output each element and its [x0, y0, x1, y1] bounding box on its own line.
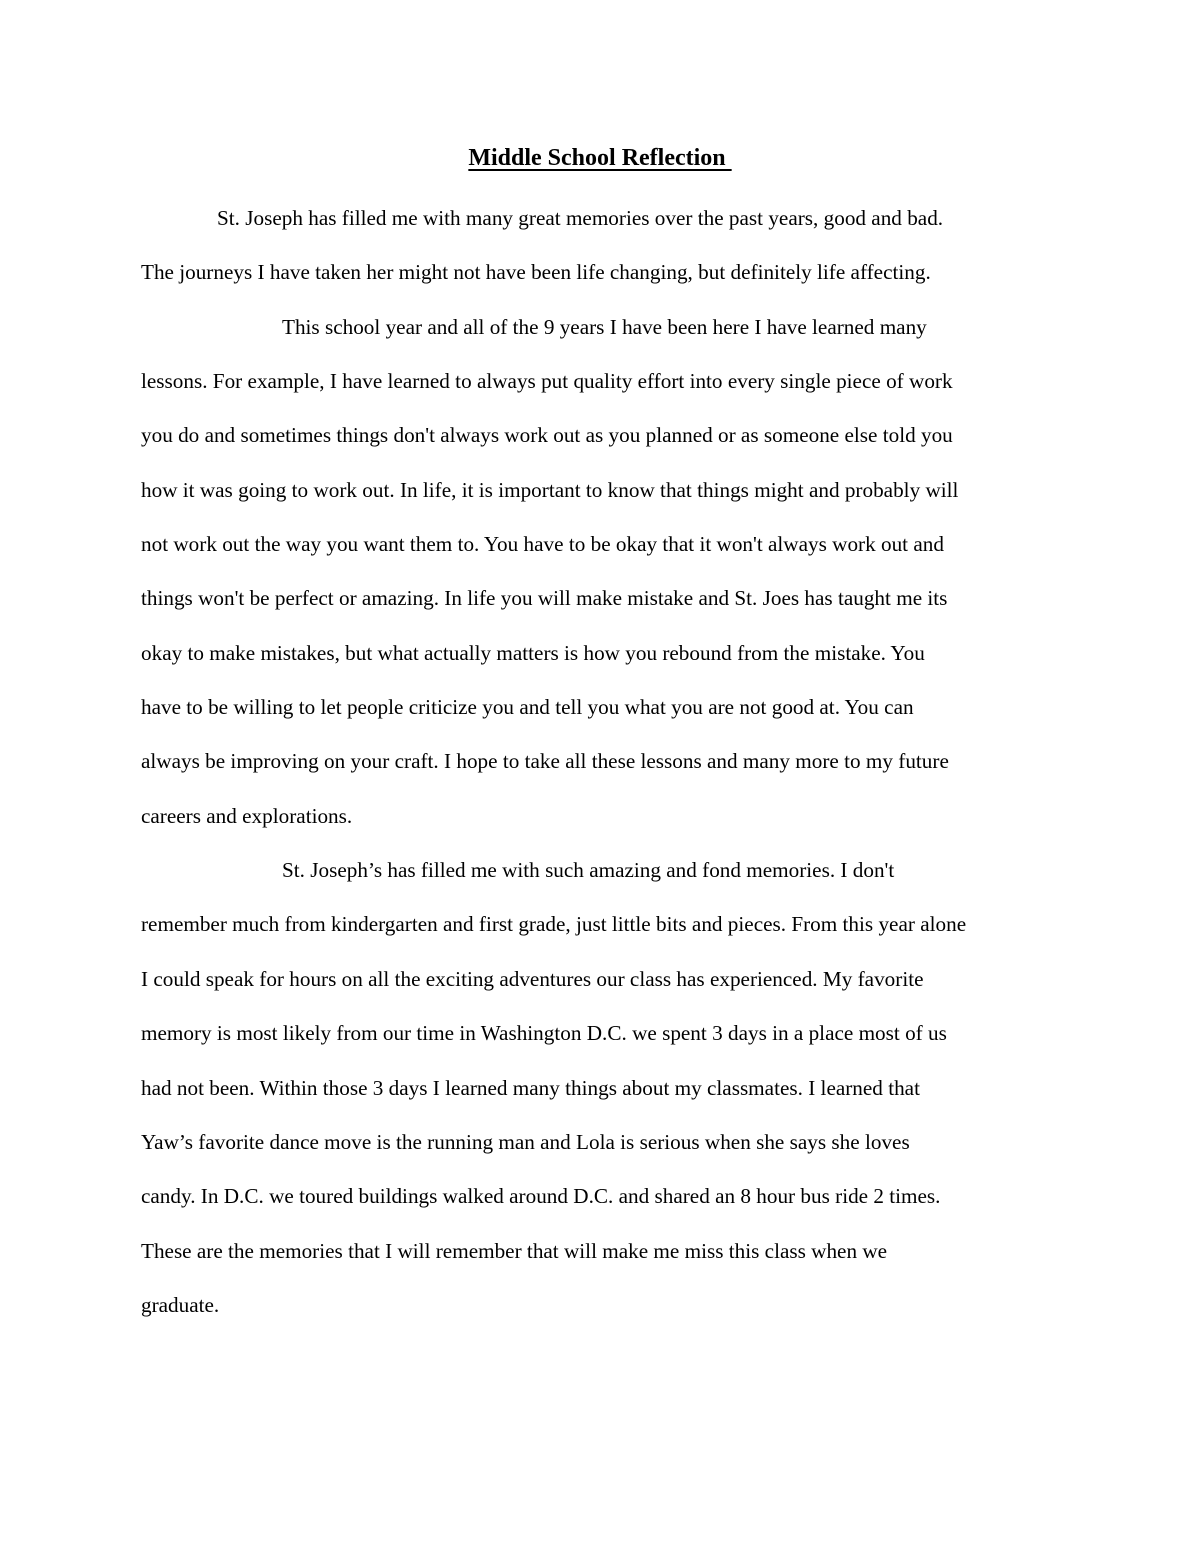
document-body: [141, 202, 1061, 1343]
text-line: graduate.: [141, 1292, 220, 1317]
text-line: okay to make mistakes, but what actually matters is how you rebound from the mistake. You: [141, 640, 925, 665]
text-line: St. Joseph has filled me with many great memories over the past years, good and bad.: [217, 206, 944, 230]
text-line: These are the memories that I will remember that will make me miss this class when we: [141, 1238, 888, 1263]
text-line: not work out the way you want them to. You have to be okay that it won't always work out and: [141, 532, 944, 557]
text-line: careers and explorations.: [141, 803, 353, 828]
text-line: how it was going to work out. In life, it is important to know that things might and probably will: [141, 477, 959, 502]
text-line: remember much from kindergarten and first grade, just little bits and pieces. From this year alone: [141, 912, 967, 937]
text-line: had not been. Within those 3 days I learned many things about my classmates. I learned that: [141, 1075, 920, 1100]
text-line: memory is most likely from our time in Washington D.C. we spent 3 days in a place most of us: [141, 1021, 947, 1046]
text-line: St. Joseph’s has filled me with such amazing and fond memories. I don't: [282, 858, 895, 883]
document-title: Middle School Reflection: [468, 145, 732, 171]
text-line: I could speak for hours on all the exciting adventures our class has experienced. My favorite: [141, 966, 924, 991]
text-line: always be improving on your craft. I hope to take all these lessons and many more to my future: [141, 749, 949, 774]
text-line: have to be willing to let people criticize you and tell you what you are not good at. You can: [141, 695, 914, 720]
text-line: lessons. For example, I have learned to always put quality effort into every single piece of work: [141, 369, 953, 394]
text-line: The journeys I have taken her might not have been life changing, but definitely life affecting.: [141, 260, 931, 285]
text-line: Yaw’s favorite dance move is the running man and Lola is serious when she says she loves: [141, 1129, 910, 1154]
text-line: things won't be perfect or amazing. In life you will make mistake and St. Joes has taught me its: [141, 586, 948, 611]
text-line: you do and sometimes things don't always work out as you planned or as someone else told you: [141, 423, 953, 448]
text-line: This school year and all of the 9 years I have been here I have learned many: [282, 314, 927, 339]
text-line: candy. In D.C. we toured buildings walked around D.C. and shared an 8 hour bus ride 2 times.: [141, 1184, 941, 1209]
